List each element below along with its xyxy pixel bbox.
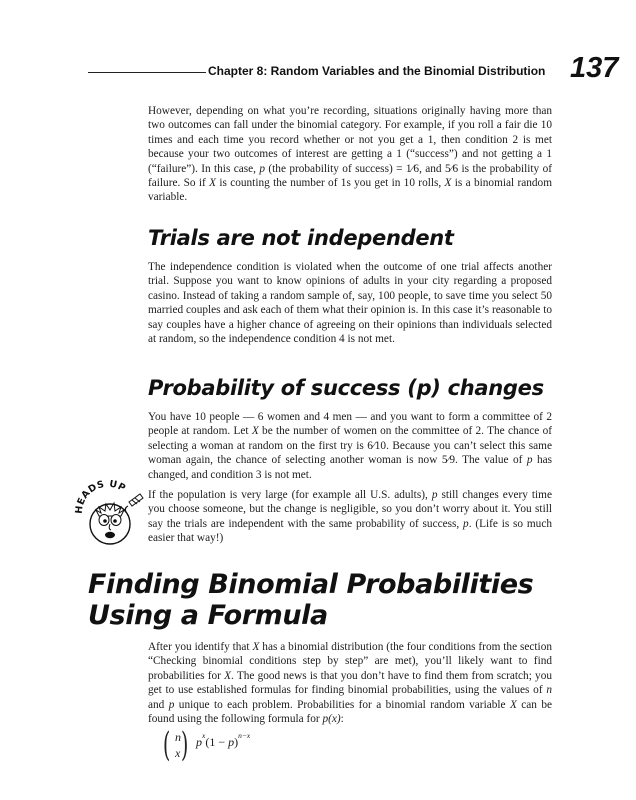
formula-x: x	[175, 746, 181, 760]
chapter-title: Chapter 8: Random Variables and the Binomial Distribution	[208, 64, 546, 78]
formula-terms: $p^x(1 - p)^{n-x}$	[196, 731, 251, 749]
formula-right-paren: )	[180, 725, 189, 765]
trials-paragraph: The independence condition is violated when the outcome of one trial affects another trial. Suppose you want to know opinions of adults in your city regarding a proposed casino. Instead of taking a random sample of, say, 100 people, to save time you select 50 married couples and ask each of them what their opinion is. In this case it’s reasonable to say couples have a higher chance of agreeing on their opinions than individuals selected at random, so the independence condition 4 is not met.	[148, 261, 552, 346]
heads-up-icon	[74, 480, 146, 552]
probability-paragraph: You have 10 people — 6 women and 4 men — and you want to form a committee of 2 people at random. Let X be the number of women on the committee of 2. The chance of selecting a woman at random on the first try is 6⁄10. Because you can’t select this same woman again, the chance of selecting another woman is now 5⁄9. The value of p has changed, and condition 3 is not met.	[148, 411, 553, 481]
heading-probability-changes: Probability of success (p) changes	[148, 376, 544, 400]
formula-left-paren: (	[162, 725, 171, 765]
formula-n: n	[175, 730, 181, 744]
binomial-formula	[164, 726, 274, 766]
heads-up-paragraph: If the population is very large (for example all U.S. adults), p still changes every time you choose someone, but the change is negligible, so you don’t worry about it. You still say the trials are independent with the same probability of success, p. (Life is so much easier that way!)	[148, 489, 552, 545]
heads-up-label: HEADS UP	[74, 480, 128, 515]
heading-finding-binomial-probabilities: Finding Binomial Probabilities Using a Formula	[88, 569, 534, 631]
page-number: 137	[570, 52, 619, 84]
header-rule	[88, 72, 206, 73]
intro-paragraph: However, depending on what you’re recording, situations originally having more than two outcomes can fall under the binomial category. For example, if you roll a fair die 10 times and each time you record whether or not you get a 1, then condition 2 is met because your two outcomes of interest are getting a 1 (“success”) and not getting a 1 (“failure”). In this case, p (the probability of success) = 1⁄6, and 5⁄6 is the probability of failure. So if X is counting the number of 1s you get in 10 rolls, X is a binomial random variable.	[148, 105, 552, 204]
heading-trials-not-independent: Trials are not independent	[148, 226, 454, 250]
finding-paragraph: After you identify that X has a binomial distribution (the four conditions from the section “Checking binomial conditions step by step” are met), you’ll likely want to find probabilities for X. The good news is that you don’t have to find them from scratch; you get to use established formulas for finding binomial probabilities, using the values of n and p unique to each problem. Probabilities for a binomial random variable X can be found using the following formula for p(x):	[148, 641, 553, 726]
